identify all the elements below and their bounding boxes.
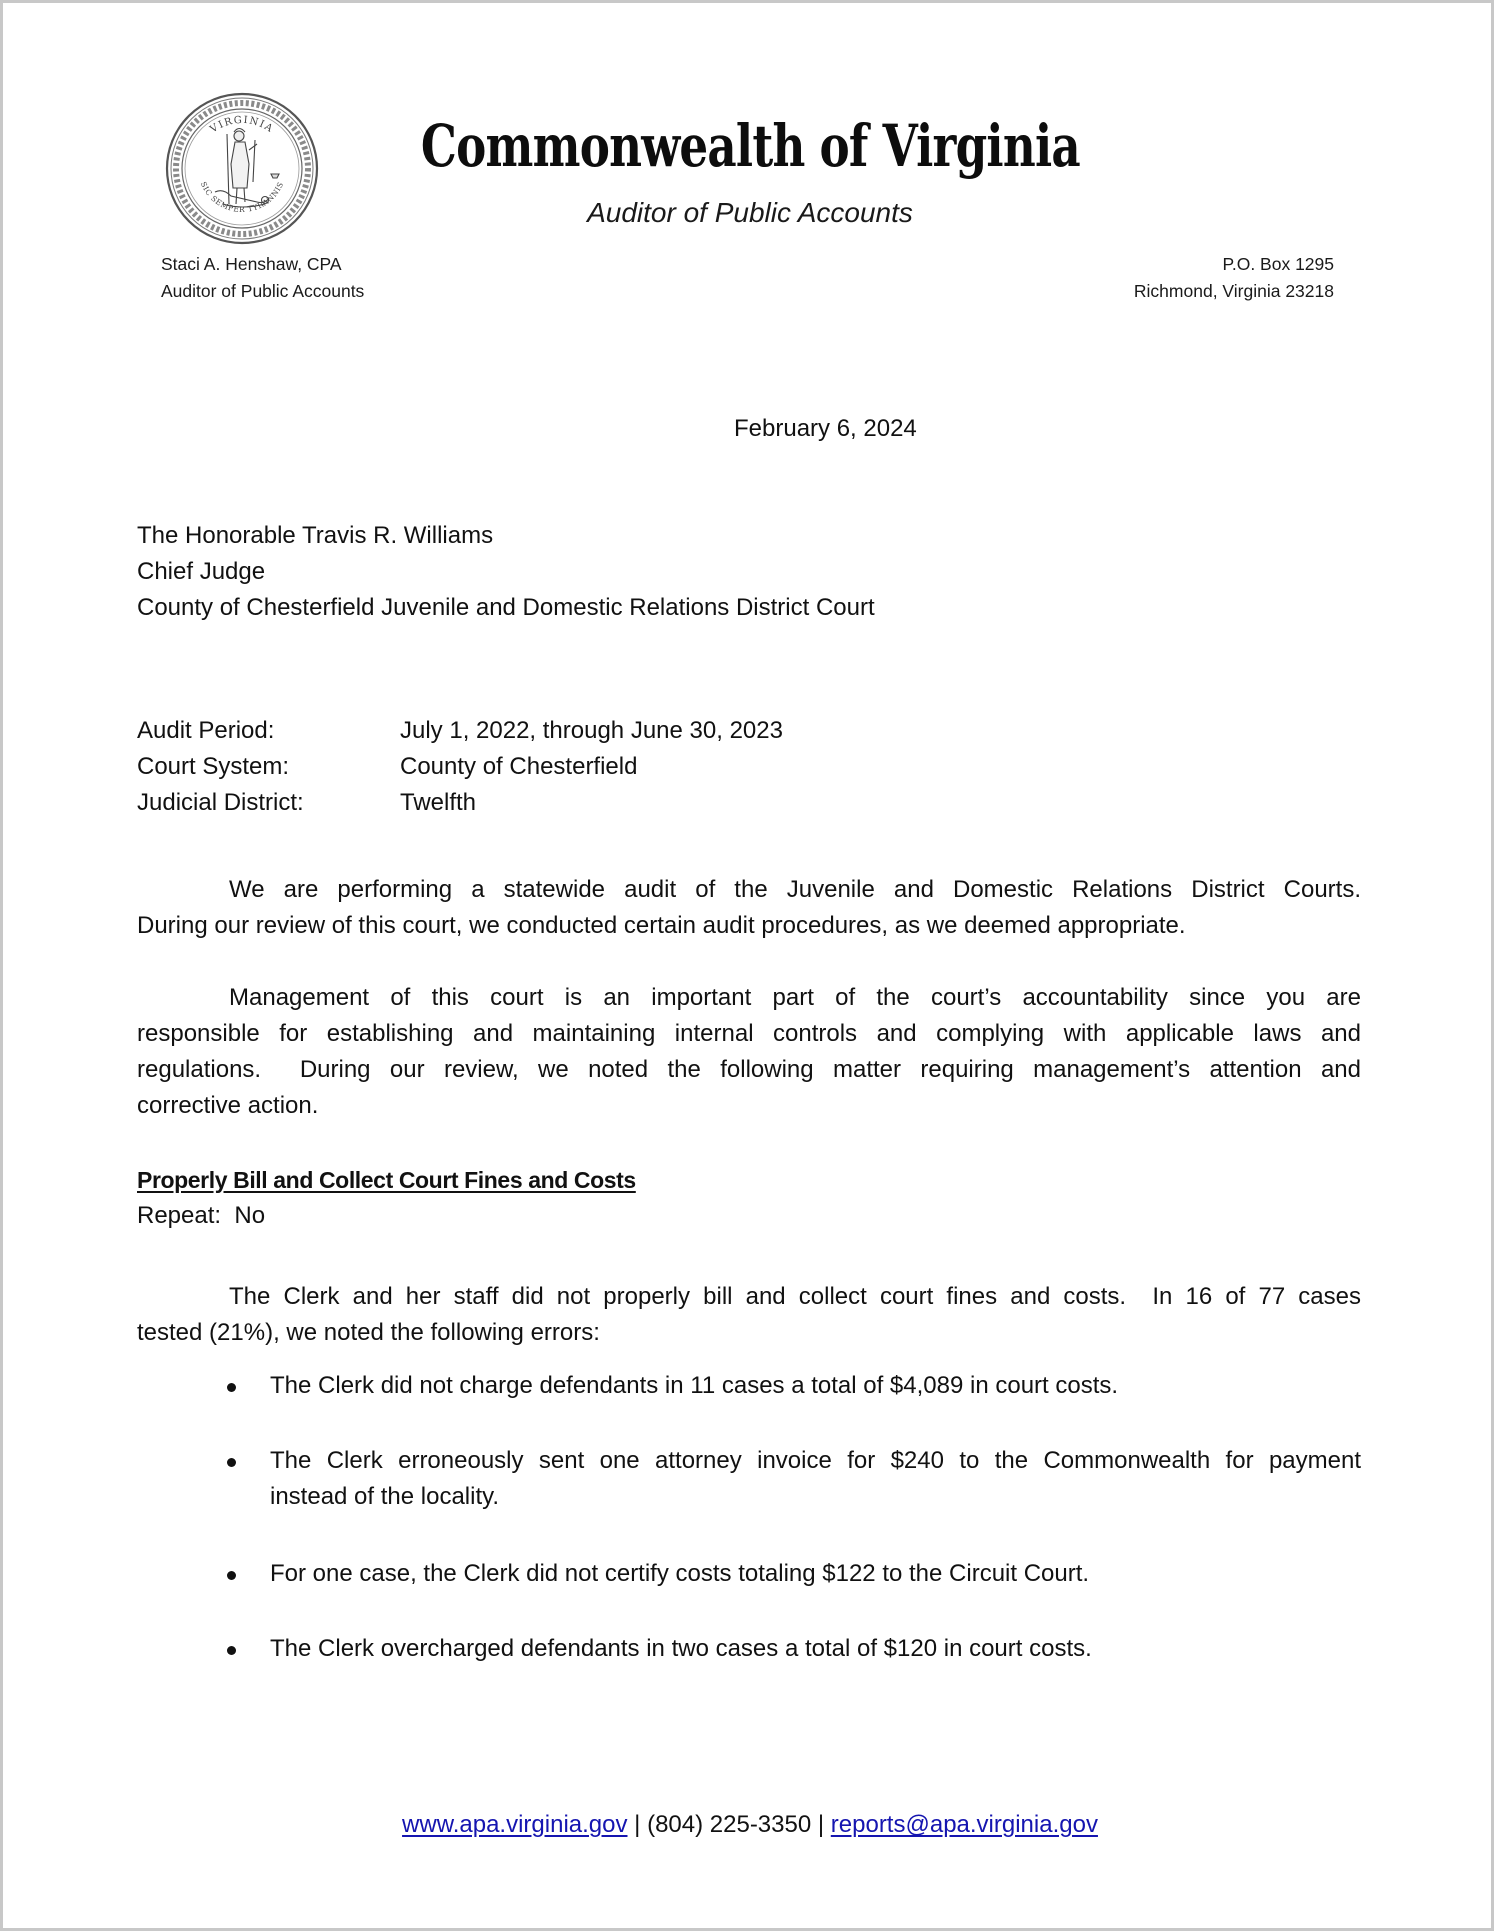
finding-repeat-status: Repeat: No [137,1202,266,1229]
recipient-court: County of Chesterfield Juvenile and Domestic Relations District Court [137,594,875,621]
paragraph-2-line-1: Management of this court is an important part of the court’s accountability since you are [229,984,1361,1011]
bullet-icon [227,1458,236,1467]
paragraph-2-line-4: corrective action. [137,1092,319,1119]
letterhead-subtitle: Auditor of Public Accounts [587,197,913,228]
paragraph-1-line-1: We are performing a statewide audit of the Juvenile and Domestic Relations District Courts. [229,876,1361,903]
city-state-zip: Richmond, Virginia 23218 [1133,281,1334,301]
auditor-name: Staci A. Henshaw, CPA [161,254,342,274]
court-system-value: County of Chesterfield [400,753,638,780]
website-link[interactable]: www.apa.virginia.gov [402,1811,628,1838]
bullet-item-4: The Clerk overcharged defendants in two cases a total of $120 in court costs. [270,1635,1092,1662]
footer-separator: | [817,1811,825,1838]
paragraph-2-line-3: regulations. During our review, we noted the following matter requiring management’s attention and [137,1056,1361,1083]
letterhead-title-text: Commonwealth of Virginia [420,112,1080,180]
svg-text:SIC SEMPER TYRANNIS: SIC SEMPER TYRANNIS [198,180,286,215]
bullet-icon [227,1571,236,1580]
bullet-icon [227,1646,236,1655]
letterhead-title [3,112,1494,180]
recipient-title: Chief Judge [137,558,266,585]
phone-number: (804) 225-3350 [647,1811,812,1838]
audit-period-label: Audit Period: [137,717,275,744]
svg-text:VIRGINIA: VIRGINIA [208,114,276,136]
recipient-name: The Honorable Travis R. Williams [137,522,494,549]
paragraph-2-line-2: responsible for establishing and maintaining internal controls and complying with applicable laws and [137,1020,1361,1047]
footer-contact [3,1810,1494,1840]
bullet-icon [227,1383,236,1392]
finding-intro-line-2: tested (21%), we noted the following errors: [137,1319,600,1346]
letter-date: February 6, 2024 [734,415,917,442]
bullet-item-2-line-2: instead of the locality. [270,1483,500,1510]
bullet-item-1: The Clerk did not charge defendants in 11 cases a total of $4,089 in court costs. [270,1372,1119,1399]
judicial-district-label: Judicial District: [137,789,304,816]
court-system-label: Court System: [137,753,290,780]
po-box: P.O. Box 1295 [1222,254,1334,274]
email-link[interactable]: reports@apa.virginia.gov [830,1811,1098,1838]
bullet-item-2-line-1: The Clerk erroneously sent one attorney invoice for $240 to the Commonwealth for payment [270,1447,1361,1474]
finding-intro-line-1: The Clerk and her staff did not properly bill and collect court fines and costs. In 16 of 77 cases [229,1283,1361,1310]
judicial-district-value: Twelfth [400,789,477,816]
bullet-item-3: For one case, the Clerk did not certify costs totaling $122 to the Circuit Court. [270,1560,1090,1587]
auditor-title: Auditor of Public Accounts [161,281,365,301]
paragraph-1-line-2: During our review of this court, we conducted certain audit procedures, as we deemed appropriate. [137,912,1186,939]
finding-heading: Properly Bill and Collect Court Fines and Costs [137,1167,636,1193]
footer-separator: | [634,1811,641,1838]
audit-period-value: July 1, 2022, through June 30, 2023 [400,717,783,744]
